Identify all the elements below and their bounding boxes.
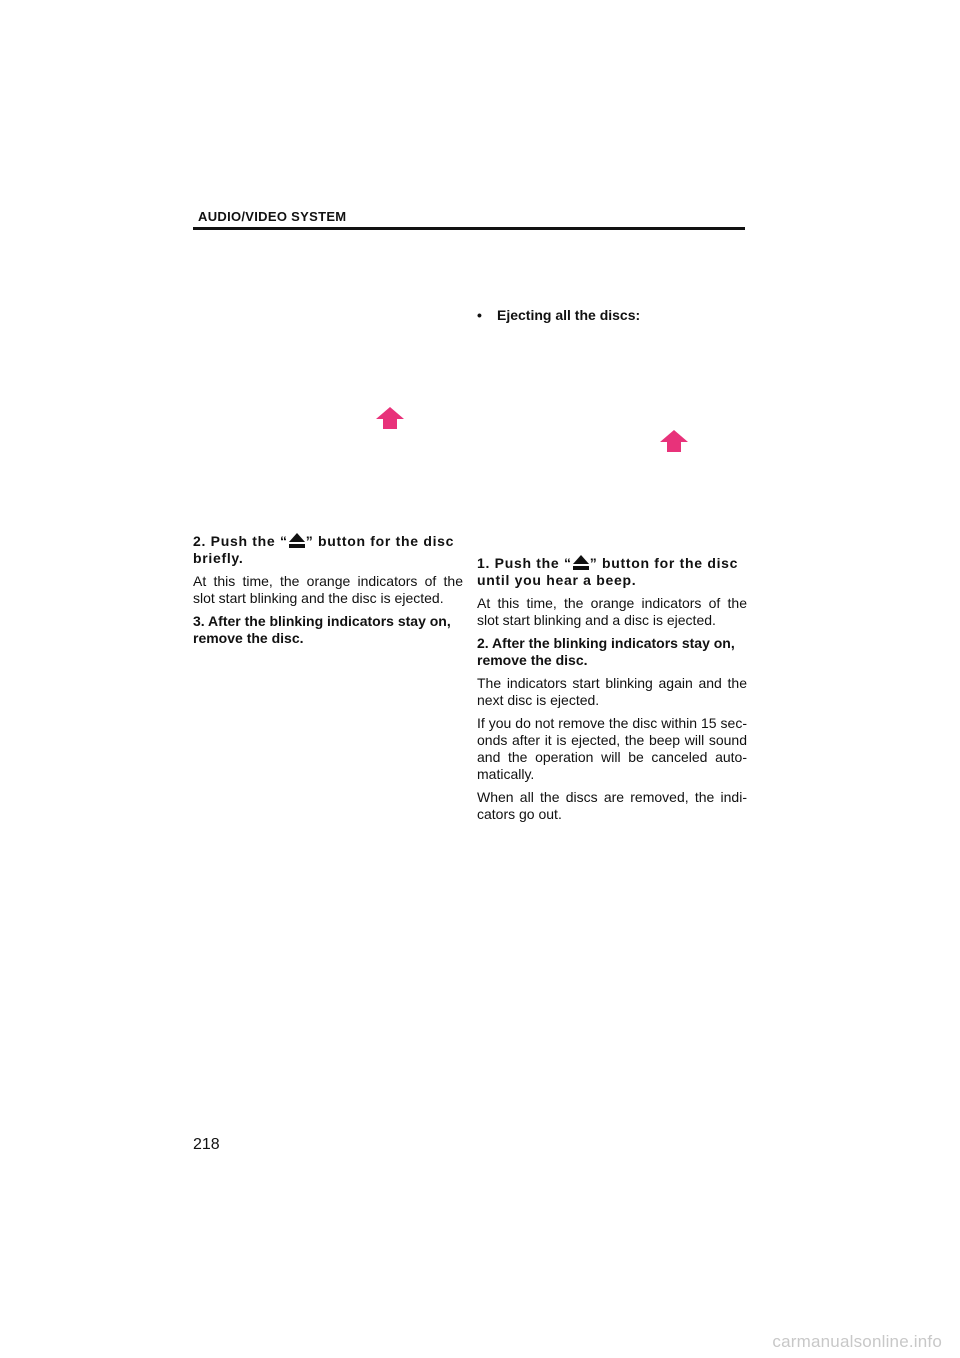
bullet-heading-text: Ejecting all the discs: (497, 307, 641, 323)
step-2-instruction (193, 533, 463, 567)
watermark: carmanualsonline.info (772, 1332, 942, 1351)
right-column (477, 555, 747, 829)
step-text: 1. Push the “ (477, 555, 572, 571)
step-text: ” button for the disc briefly. (193, 533, 455, 566)
step-text: 2. Push the “ (193, 533, 288, 549)
step-text: ” button for the disc until you hear a beep. (477, 555, 739, 588)
paragraph: When all the discs are removed, the indi- cators go out. (477, 789, 747, 822)
bullet-heading (477, 307, 640, 323)
step-2-instruction: 2. After the blinking indicators stay on, remove the disc. (477, 635, 735, 668)
bullet-symbol: • (477, 307, 482, 323)
left-column (193, 533, 463, 653)
eject-icon (573, 555, 589, 570)
pink-arrow-icon (376, 407, 404, 429)
paragraph: At this time, the orange indicators of the slot start blinking and a disc is ejected. (477, 595, 747, 628)
paragraph: If you do not remove the disc within 15 sec- onds after it is ejected, the beep will sound and the operation will be canceled auto- matically. (477, 715, 747, 782)
pink-arrow-icon (660, 430, 688, 452)
paragraph: The indicators start blinking again and the next disc is ejected. (477, 675, 747, 708)
step-1-instruction (477, 555, 747, 589)
step-3-instruction: 3. After the blinking indicators stay on, remove the disc. (193, 613, 451, 646)
section-title: AUDIO/VIDEO SYSTEM (198, 209, 347, 224)
paragraph: At this time, the orange indicators of the slot start blinking and the disc is ejected. (193, 573, 463, 606)
header-divider (193, 227, 745, 230)
page-number: 218 (193, 1136, 220, 1153)
eject-icon (289, 533, 305, 548)
